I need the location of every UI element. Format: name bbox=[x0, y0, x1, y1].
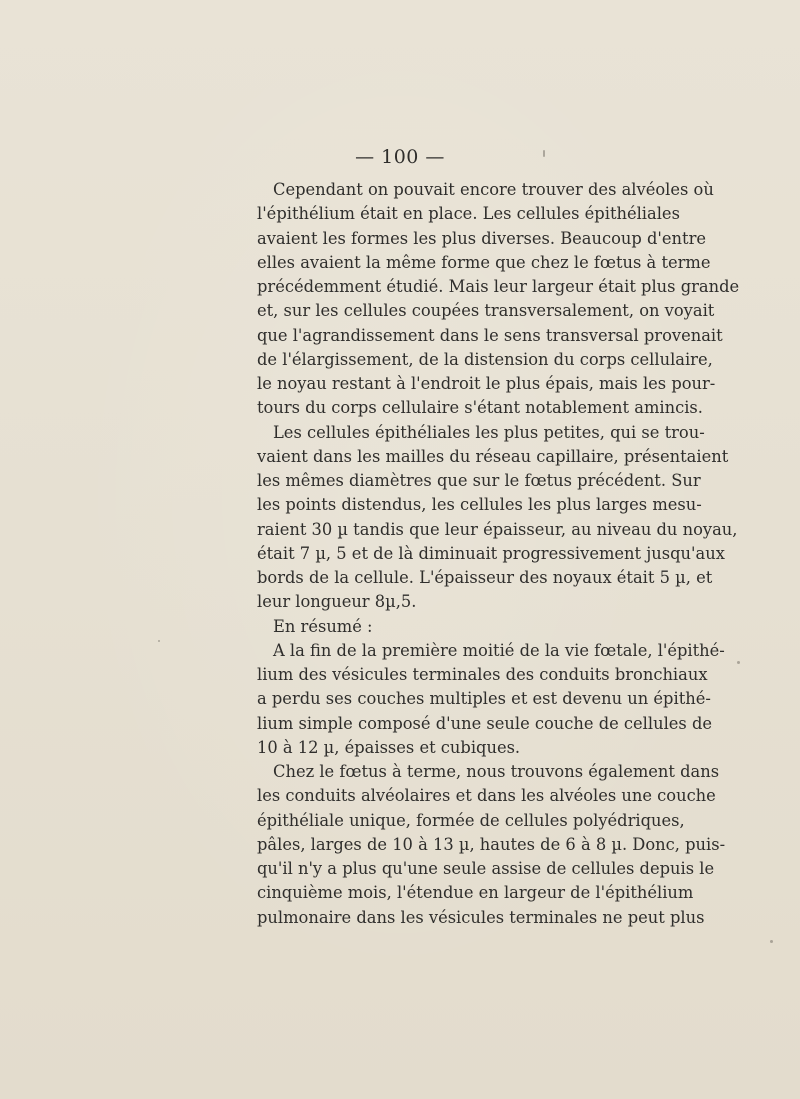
text-line: et, sur les cellules coupées transversalement, on voyait bbox=[257, 301, 715, 321]
text-line: a perdu ses couches multiples et est devenu un épithé- bbox=[257, 689, 711, 709]
text-line: cinquième mois, l'étendue en largeur de l'épithélium bbox=[257, 883, 694, 903]
text-line: Chez le fœtus à terme, nous trouvons également dans bbox=[273, 762, 720, 781]
text-line: les mêmes diamètres que sur le fœtus précédent. Sur bbox=[257, 471, 701, 490]
text-line: épithéliale unique, formée de cellules polyédriques, bbox=[257, 810, 685, 830]
text-line: que l'agrandissement dans le sens transversal provenait bbox=[257, 325, 723, 345]
text-line: Les cellules épithéliales les plus petites, qui se trou- bbox=[273, 422, 705, 442]
text-line: l'épithélium était en place. Les cellules épithéliales bbox=[257, 204, 680, 224]
text-line: raient 30 µ tandis que leur épaisseur, au niveau du noyau, bbox=[257, 519, 738, 539]
text-line: de l'élargissement, de la distension du corps cellulaire, bbox=[257, 349, 713, 369]
paper-speck bbox=[158, 640, 160, 642]
text-line: vaient dans les mailles du réseau capillaire, présentaient bbox=[257, 446, 729, 466]
paper-speck bbox=[737, 661, 740, 664]
paper-speck bbox=[770, 940, 773, 943]
page-number: — 100 — bbox=[355, 146, 445, 168]
text-line: précédemment étudié. Mais leur largeur était plus grande bbox=[257, 277, 740, 296]
text-line: les conduits alvéolaires et dans les alvéoles une couche bbox=[257, 786, 716, 806]
text-line: A la fin de la première moitié de la vie fœtale, l'épithé- bbox=[273, 640, 725, 660]
text-line: était 7 µ, 5 et de là diminuait progressivement jusqu'aux bbox=[257, 543, 725, 563]
text-line: avaient les formes les plus diverses. Beaucoup d'entre bbox=[257, 228, 706, 248]
text-line: bords de la cellule. L'épaisseur des noyaux était 5 µ, et bbox=[257, 568, 713, 587]
text-line: 10 à 12 µ, épaisses et cubiques. bbox=[257, 737, 521, 757]
text-line: lium des vésicules terminales des conduits bronchiaux bbox=[257, 665, 708, 684]
text-line: En résumé : bbox=[273, 616, 373, 636]
text-line: pulmonaire dans les vésicules terminales ne peut plus bbox=[257, 907, 705, 927]
text-line: leur longueur 8µ,5. bbox=[257, 592, 417, 612]
text-line: Cependant on pouvait encore trouver des alvéoles où bbox=[273, 180, 714, 199]
text-line: tours du corps cellulaire s'étant notablement amincis. bbox=[257, 398, 703, 418]
text-line: le noyau restant à l'endroit le plus épais, mais les pour- bbox=[257, 374, 716, 393]
text-line: elles avaient la même forme que chez le fœtus à terme bbox=[257, 252, 711, 272]
paper-speck bbox=[543, 150, 545, 157]
body-text bbox=[257, 178, 740, 930]
text-line: qu'il n'y a plus qu'une seule assise de cellules depuis le bbox=[257, 859, 715, 878]
text-line: pâles, larges de 10 à 13 µ, hautes de 6 à 8 µ. Donc, puis- bbox=[257, 834, 726, 854]
text-line: les points distendus, les cellules les plus larges mesu- bbox=[257, 495, 702, 515]
text-line: lium simple composé d'une seule couche de cellules de bbox=[257, 713, 713, 733]
